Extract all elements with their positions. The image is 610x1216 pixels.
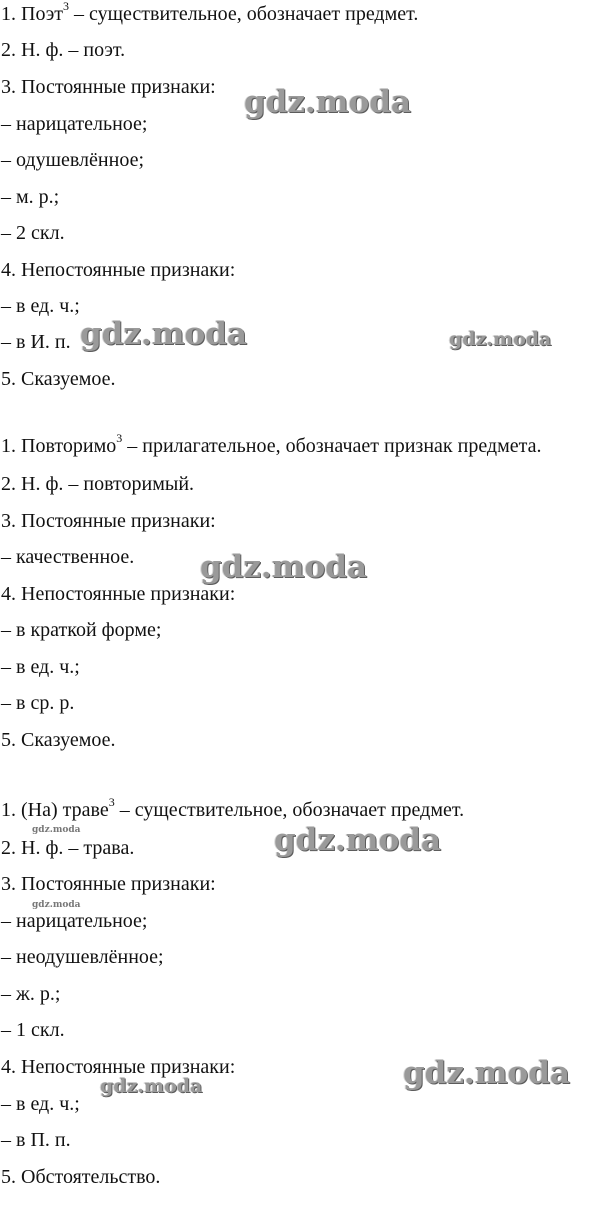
s1-line-8: 4. Непостоянные признаки: bbox=[1, 259, 236, 281]
s2-line-8: – в ср. р. bbox=[1, 692, 75, 714]
s1-line-1: 1. Поэт$^3$ – существительное, обозначает предмет. bbox=[1, 0, 419, 25]
watermark: gdz.moda bbox=[274, 822, 441, 858]
s3-line-8: 4. Непостоянные признаки: bbox=[1, 1056, 236, 1078]
s2-line-3: 3. Постоянные признаки: bbox=[1, 510, 216, 532]
s2-line-9: 5. Сказуемое. bbox=[1, 729, 116, 751]
s1-line-10: – в И. п. bbox=[1, 331, 71, 353]
s3-line-9: – в ед. ч.; bbox=[1, 1093, 80, 1115]
s3-line-5: – неодушевлённое; bbox=[1, 946, 164, 968]
watermark: gdz.moda bbox=[100, 1075, 203, 1097]
s3-line-3: 3. Постоянные признаки: bbox=[1, 873, 216, 895]
s1-line-2: 2. Н. ф. – поэт. bbox=[1, 39, 126, 61]
watermark: gdz.moda bbox=[32, 900, 81, 910]
s3-line-6: – ж. р.; bbox=[1, 983, 61, 1005]
s2-line-5: 4. Непостоянные признаки: bbox=[1, 583, 236, 605]
s1-line-11: 5. Сказуемое. bbox=[1, 368, 116, 390]
s1-line-7: – 2 скл. bbox=[1, 222, 65, 244]
watermark: gdz.moda bbox=[32, 825, 81, 835]
watermark: gdz.moda bbox=[80, 316, 247, 352]
s2-line-6: – в краткой форме; bbox=[1, 619, 162, 641]
s2-line-1: 1. Повторимо$^3$ – прилагательное, обозначает признак предмета. bbox=[1, 431, 542, 457]
s3-line-2: 2. Н. ф. – трава. bbox=[1, 837, 135, 859]
s1-line-5: – одушевлённое; bbox=[1, 149, 144, 171]
s2-line-2: 2. Н. ф. – повторимый. bbox=[1, 473, 195, 495]
s3-line-10: – в П. п. bbox=[1, 1129, 71, 1151]
watermark: gdz.moda bbox=[200, 549, 367, 585]
s3-line-4: – нарицательное; bbox=[1, 910, 148, 932]
s2-line-4: – качественное. bbox=[1, 546, 135, 568]
s1-line-9: – в ед. ч.; bbox=[1, 295, 80, 317]
s2-line-7: – в ед. ч.; bbox=[1, 656, 80, 678]
s3-line-1: 1. (На) траве$^3$ – существительное, обозначает предмет. bbox=[1, 795, 465, 821]
watermark: gdz.moda bbox=[403, 1055, 570, 1091]
watermark: gdz.moda bbox=[244, 84, 411, 120]
s1-line-3: 3. Постоянные признаки: bbox=[1, 76, 216, 98]
s1-line-4: – нарицательное; bbox=[1, 113, 148, 135]
watermark: gdz.moda bbox=[449, 328, 552, 350]
s1-line-6: – м. р.; bbox=[1, 186, 60, 208]
s3-line-11: 5. Обстоятельство. bbox=[1, 1166, 161, 1188]
s3-line-7: – 1 скл. bbox=[1, 1019, 65, 1041]
